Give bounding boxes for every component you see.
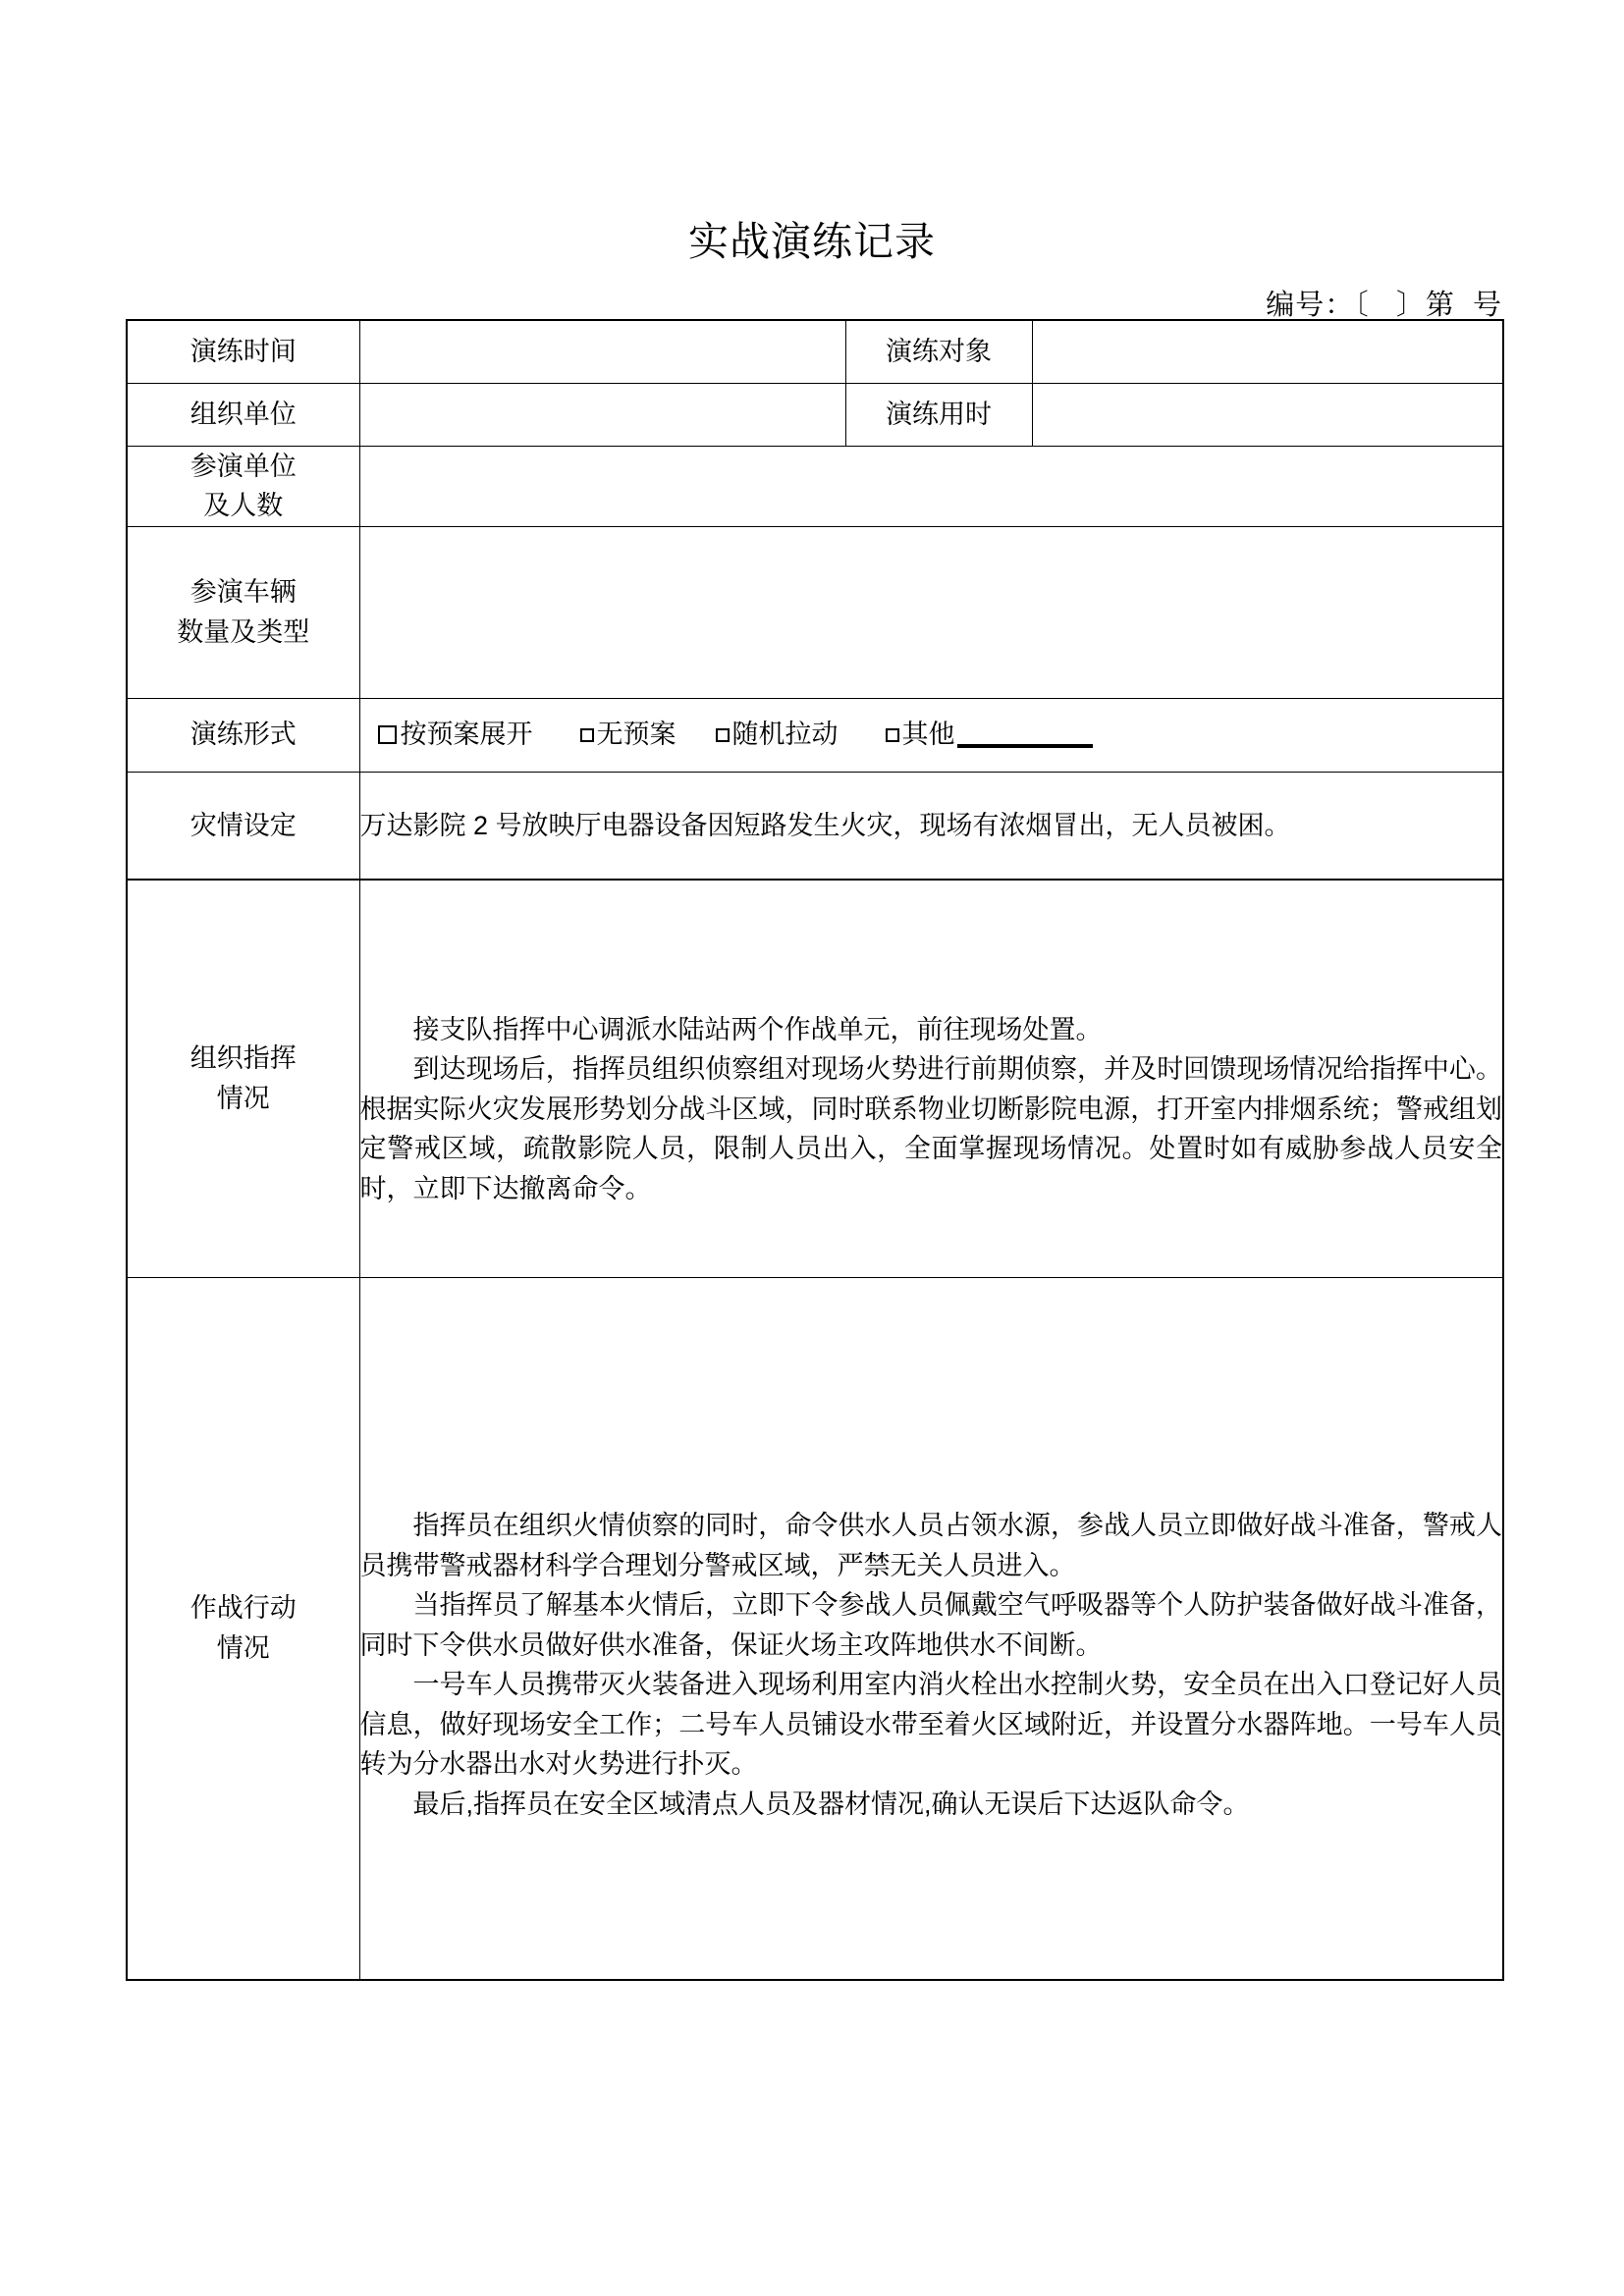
drill-form-option-other[interactable] — [886, 715, 1093, 755]
label-participating-vehicles-line1: 参演车辆 — [189, 577, 297, 607]
table-row-command-org — [127, 880, 1503, 1277]
drill-form-option-random[interactable] — [716, 715, 839, 755]
label-command-org — [127, 880, 359, 1277]
label-participating-units-line1: 参演单位 — [189, 451, 297, 481]
label-participating-vehicles-line2: 数量及类型 — [177, 616, 310, 647]
value-drill-duration[interactable] — [1032, 383, 1503, 446]
label-participating-units — [127, 446, 359, 526]
disaster-setting-text: 万达影院 2 号放映厅电器设备因短路发生火灾，现场有浓烟冒出，无人员被困。 — [359, 810, 1291, 840]
combat-action-paragraph: 当指挥员了解基本火情后，立即下令参战人员佩戴空气呼吸器等个人防护装备做好战斗准备，同时下令供水员做好供水准备，保证火场主攻阵地供水不间断。 — [359, 1590, 1502, 1660]
table-row-drill-time — [127, 320, 1503, 383]
label-command-org-line2: 情况 — [216, 1083, 270, 1113]
label-drill-time: 演练时间 — [127, 320, 359, 383]
label-participating-units-line2: 及人数 — [203, 491, 284, 520]
label-drill-object: 演练对象 — [845, 320, 1032, 383]
table-row-combat-action — [127, 1277, 1503, 1980]
document-number-line: 编号：〔 〕第 号 — [1266, 290, 1502, 321]
value-drill-form — [359, 698, 1503, 772]
label-combat-action — [127, 1277, 359, 1980]
table-row-disaster-setting — [127, 772, 1503, 880]
value-drill-object[interactable] — [1032, 320, 1503, 383]
checkbox-icon[interactable] — [580, 728, 594, 742]
value-command-org[interactable] — [359, 880, 1503, 1277]
command-org-paragraph: 到达现场后，指挥员组织侦察组对现场火势进行前期侦察，并及时回馈现场情况给指挥中心。根据实际火灾发展形势划分战斗区域，同时联系物业切断影院电源，打开室内排烟系统；警戒组划定警戒区域，疏散影院人员，限制人员出入，全面掌握现场情况。处置时如有威胁参战人员安全时，立即下达撤离命令。 — [359, 1054, 1502, 1203]
value-participating-vehicles[interactable] — [359, 526, 1503, 698]
label-participating-vehicles — [127, 526, 359, 698]
label-org-unit: 组织单位 — [127, 383, 359, 446]
combat-action-paragraph: 最后,指挥员在安全区域清点人员及器材情况,确认无误后下达返队命令。 — [412, 1789, 1250, 1819]
drill-form-option-noplan[interactable] — [580, 715, 677, 755]
drill-form-option-plan-label: 按预案展开 — [400, 720, 533, 750]
label-command-org-line1: 组织指挥 — [189, 1043, 297, 1074]
drill-form-option-plan[interactable] — [378, 715, 533, 755]
table-row-org-unit — [127, 383, 1503, 446]
label-combat-action-line2: 情况 — [216, 1632, 270, 1663]
label-combat-action-line1: 作战行动 — [189, 1593, 297, 1624]
drill-form-option-noplan-label: 无预案 — [596, 720, 677, 750]
value-org-unit[interactable] — [359, 383, 845, 446]
checkbox-icon[interactable] — [716, 728, 730, 742]
value-drill-time[interactable] — [359, 320, 845, 383]
drill-record-table — [126, 319, 1504, 1981]
value-combat-action[interactable] — [359, 1277, 1503, 1980]
combat-action-paragraph: 指挥员在组织火情侦察的同时，命令供水人员占领水源，参战人员立即做好战斗准备，警戒人员携带警戒器材科学合理划分警戒区域，严禁无关人员进入。 — [359, 1511, 1502, 1580]
label-drill-duration: 演练用时 — [845, 383, 1032, 446]
label-drill-form: 演练形式 — [127, 698, 359, 772]
table-row-drill-form — [127, 698, 1503, 772]
checkbox-icon[interactable] — [378, 725, 397, 744]
table-row-participating-units — [127, 446, 1503, 526]
drill-form-option-other-label: 其他 — [901, 720, 955, 750]
page-title: 实战演练记录 — [688, 219, 936, 264]
checkbox-icon[interactable] — [886, 728, 899, 742]
value-participating-units[interactable] — [359, 446, 1503, 526]
drill-form-option-random-label: 随机拉动 — [731, 720, 839, 750]
label-disaster-setting: 灾情设定 — [127, 772, 359, 880]
combat-action-paragraph: 一号车人员携带灭火装备进入现场利用室内消火栓出水控制火势，安全员在出入口登记好人员信息，做好现场安全工作；二号车人员铺设水带至着火区域附近，并设置分水器阵地。一号车人员转为分水器出水对火势进行扑灭。 — [359, 1670, 1502, 1780]
value-disaster-setting[interactable] — [359, 772, 1503, 880]
table-row-participating-vehicles — [127, 526, 1503, 698]
drill-form-other-input[interactable] — [957, 722, 1093, 748]
command-org-paragraph: 接支队指挥中心调派水陆站两个作战单元，前往现场处置。 — [412, 1014, 1103, 1044]
